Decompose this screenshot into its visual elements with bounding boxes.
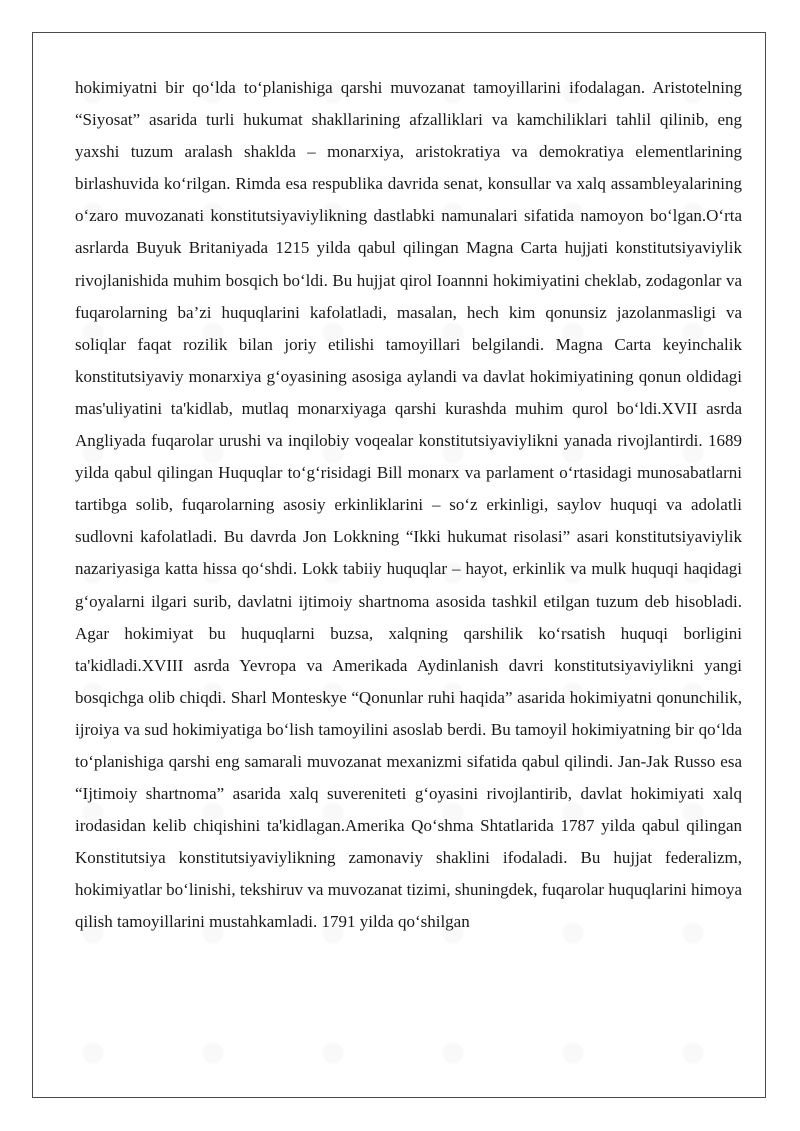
body-paragraph: hokimiyatni bir qo‘lda to‘planishiga qarshi muvozanat tamoyillarini ifodalagan. Aristotelning “Siyosat” asarida turli hukumat shakllarining afzalliklari va kamchiliklari tahlil qilinib, eng yaxshi tuzum aralash shaklda – monarxiya, aristokratiya va demokratiya elementlarining birlashuvida ko‘rilgan. Rimda esa respublika davrida senat, konsullar va xalq assambleyalarining o‘zaro muvozanati konstitutsiyaviylikning dastlabki namunalari sifatida namoyon bo‘lgan.O‘rta asrlarda Buyuk Britaniyada 1215 yilda qabul qilingan Magna Carta hujjati konstitutsiyaviylik rivojlanishida muhim bosqich bo‘ldi. Bu hujjat qirol Ioannni hokimiyatini cheklab, zodagonlar va fuqarolarning ba’zi huquqlarini kafolatladi, masalan, hech kim qonunsiz jazolanmasligi va soliqlar faqat rozilik bilan joriy etilishi tamoyillari belgilandi. Magna Carta keyinchalik konstitutsiyaviy monarxiya g‘oyasining asosiga aylandi va davlat hokimiyatining qonun oldidagi mas'uliyatini ta'kidlab, mutlaq monarxiyaga qarshi kurashda muhim qurol bo‘ldi.XVII asrda Angliyada fuqarolar urushi va inqilobiy voqealar konstitutsiyaviylikni yanada rivojlantirdi. 1689 yilda qabul qilingan Huquqlar to‘g‘risidagi Bill monarx va parlament o‘rtasidagi munosabatlarni tartibga solib, fuqarolarning asosiy erkinliklarini – so‘z erkinligi, saylov huquqi va adolatli sudlovni kafolatladi. Bu davrda Jon Lokkning “Ikki hukumat risolasi” asari konstitutsiyaviylik nazariyasiga katta hissa qo‘shdi. Lokk tabiiy huquqlar – hayot, erkinlik va mulk huquqi haqidagi g‘oyalarni ilgari surib, davlatni ijtimoiy shartnoma asosida tashkil etilgan tuzum deb hisobladi. Agar hokimiyat bu huquqlarni buzsa, xalqning qarshilik ko‘rsatish huquqi borligini ta'kidladi.XVIII asrda Yevropa va Amerikada Aydinlanish davri konstitutsiyaviylikni yangi bosqichga olib chiqdi. Sharl Monteskye “Qonunlar ruhi haqida” asarida hokimiyatni qonunchilik, ijroiya va sud hokimiyatiga bo‘lish tamoyilini asoslab berdi. Bu tamoyil hokimiyatning bir qo‘lda to‘planishiga qarshi eng samarali muvozanat mexanizmi sifatida qabul qilindi. Jan-Jak Russo esa “Ijtimoiy shartnoma” asarida xalq suvereniteti g‘oyasini rivojlantirib, davlat hokimiyati xalq irodasidan kelib chiqishini ta'kidlagan.Amerika Qo‘shma Shtatlarida 1787 yilda qabul qilingan Konstitutsiya konstitutsiyaviylikning zamonaviy shaklini ifodaladi. Bu hujjat federalizm, hokimiyatlar bo‘linishi, tekshiruv va muvozanat tizimi, shuningdek, fuqarolar huquqlarini himoya qilish tamoyillarini mustahkamladi. 1791 yilda qo‘shilgan bbox=[75, 78, 742, 932]
